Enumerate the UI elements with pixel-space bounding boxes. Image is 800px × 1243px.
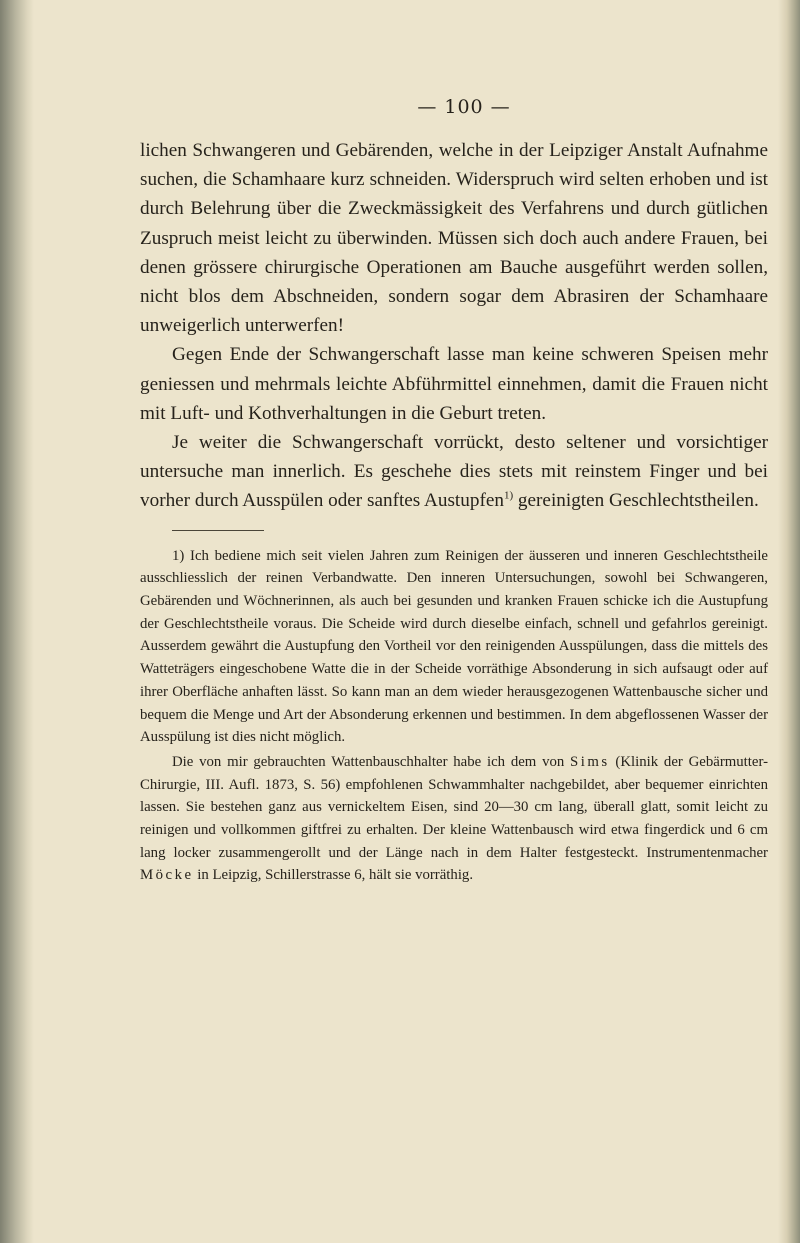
paragraph-3 <box>140 428 768 516</box>
footnote-text: Die von mir gebrauchten Wattenbauschhalter habe ich dem von <box>172 753 571 770</box>
footnote-1-continued <box>140 751 768 887</box>
paragraph-3-text-end: gereinigten Geschlechtstheilen. <box>513 490 759 512</box>
footnote-divider <box>172 530 264 531</box>
footnote-reference[interactable]: 1) <box>503 490 514 503</box>
footnote-text-middle: (Klinik der Gebärmutter-Chirurgie, III. Aufl. 1873, S. 56) empfohlenen Schwammhalter nachgebildet, aber bequemer einrichten lassen. Sie bestehen ganz aus vernickeltem Eisen, sind 20—30 cm lang, überall glatt, somit leicht zu reinigen und vollkommen giftfrei zu erhalten. Der kleine Wattenbausch wird etwa fingerdick und 6 cm lang locker zusammengerollt und der Länge nach in dem Halter festgesteckt. Instrumentenmacher <box>140 753 768 861</box>
author-name-moecke: Möcke <box>140 867 194 884</box>
book-page <box>140 96 768 887</box>
footnote-text-end: in Leipzig, Schillerstrasse 6, hält sie vorräthig. <box>193 867 474 884</box>
paragraph-3-text: Je weiter die Schwangerschaft vorrückt, desto seltener und vorsichtiger untersuche man innerlich. Es geschehe dies stets mit reinstem Finger und bei vorher durch Ausspülen oder sanftes Austupfen <box>140 432 768 512</box>
author-name-sims: Sims <box>570 753 610 770</box>
footnote-1: 1) Ich bediene mich seit vielen Jahren zum Reinigen der äusseren und inneren Geschlechtstheile ausschliesslich der reinen Verbandwatte. Den inneren Untersuchungen, sowohl bei Schwangeren, Gebärenden und Wöchnerinnen, als auch bei gesunden und kranken Frauen schicke ich die Austupfung der Geschlechtstheile voraus. Die Scheide wird durch dieselbe einfach, schnell und gefahrlos gereinigt. Ausserdem gewährt die Austupfung den Vortheil vor den reinigenden Ausspülungen, dass die mittels des Watteträgers eingeschobene Watte die in der Scheide vorräthige Absonderung in sich aufsaugt oder auf ihrer Oberfläche anhaften lässt. So kann man an dem wieder herausgezogenen Wattenbausche sicher und bequem die Menge und Art der Absonderung erkennen und bestimmen. In dem abgeflossenen Wasser der Ausspülung ist dies nicht möglich. <box>140 547 768 746</box>
paragraph-2: Gegen Ende der Schwangerschaft lasse man keine schweren Speisen mehr geniessen und mehrmals leichte Abführmittel einnehmen, damit die Frauen nicht mit Luft- und Kothverhaltungen in die Geburt treten. <box>140 344 768 424</box>
main-text <box>140 136 768 516</box>
footnotes <box>140 545 768 888</box>
book-binding-left <box>0 0 34 1243</box>
page-number: — 100 — <box>417 96 511 118</box>
paragraph-1: lichen Schwangeren und Gebärenden, welche in der Leipziger Anstalt Aufnahme suchen, die Schamhaare kurz schneiden. Widerspruch wird selten erhoben und ist durch Belehrung über die Zweckmässigkeit des Verfahrens und durch gütlichen Zuspruch meist leicht zu überwinden. Müssen sich doch auch andere Frauen, bei denen grössere chirurgische Operationen am Bauche ausgeführt werden sollen, nicht blos dem Abschneiden, sondern sogar dem Abrasiren der Schamhaare unweigerlich unterwerfen! <box>140 140 768 337</box>
book-binding-right <box>778 0 800 1243</box>
